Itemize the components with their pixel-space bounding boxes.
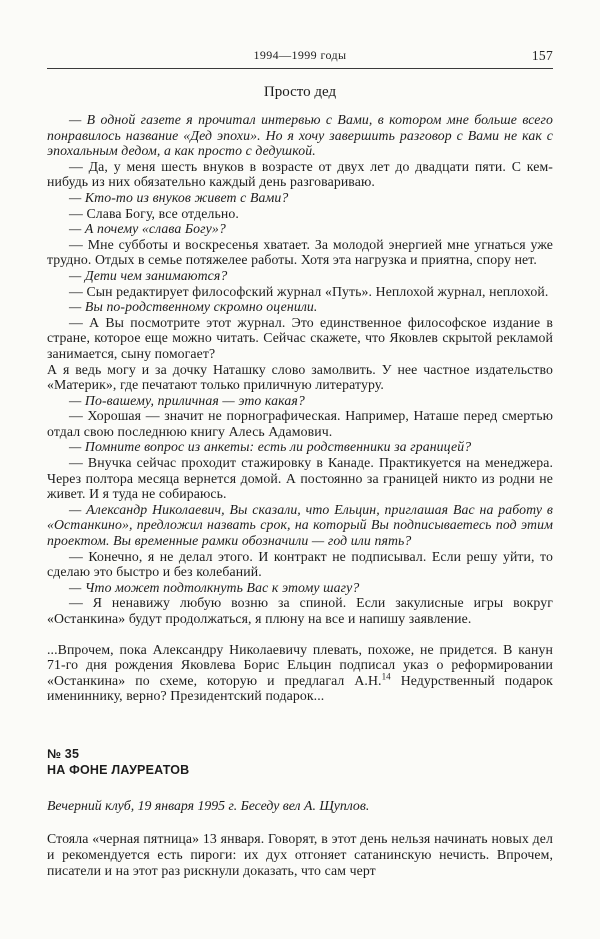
paragraph: — По-вашему, приличная — это какая?: [69, 392, 305, 408]
article-heading: [47, 746, 553, 779]
paragraph: — Помните вопрос из анкеты: есть ли родственники за границей?: [69, 439, 472, 455]
paragraph: — Слава Богу, все отдельно.: [69, 205, 239, 221]
article-number: № 35: [47, 746, 80, 761]
section-title: Просто дед: [263, 84, 337, 100]
text-run: ...Впрочем, пока Александру Николаевичу плевать, похоже, не придется. В канун 71-го дня рождения Яковлева Борис Ельцин подписал указ о реформировании «Останкина» по схеме, которую и предлагал А.Н.: [47, 641, 553, 688]
paragraph: — Мне субботы и воскресенья хватает. За молодой энергией мне угнаться уже трудно. Отдых в семье потяжелее работы. Хотя эта нагрузка и приятна, спору нет.: [47, 236, 553, 268]
paragraph: — Вы по-родственному скромно оценили.: [69, 299, 318, 315]
paragraph: — Конечно, я не делал этого. И контракт не подписывал. Если решу уйти, то сделаю это быстро и без колебаний.: [47, 548, 553, 580]
article-paragraph: Стояла «черная пятница» 13 января. Говорят, в этот день нельзя начинать новых дел и рекомендуется есть пироги: их дух отгоняет сатанинскую нечисть. Впрочем, писатели и на этот раз рискнули доказать, что сам черт: [47, 830, 553, 878]
paragraph: — А Вы посмотрите этот журнал. Это единственное философское издание в стране, которое еще можно читать. Сейчас скажете, что Яковлев скрытой рекламой занимается, сыну помогает?: [47, 314, 553, 361]
paragraph: — Что может подтолкнуть Вас к этому шагу?: [69, 579, 360, 595]
article-title: НА ФОНЕ ЛАУРЕАТОВ: [47, 763, 190, 778]
page-header: [47, 48, 553, 69]
footnote-marker: 14: [381, 671, 391, 682]
paragraph: — Сын редактирует философский журнал «Путь». Неплохой журнал, неплохой.: [69, 283, 549, 299]
paragraph: — Дети чем занимаются?: [69, 267, 228, 283]
paragraph: — Александр Николаевич, Вы сказали, что Ельцин, приглашая Вас на работу в «Останкино», предложил назвать срок, на который Вы подписываетесь под этим проектом. Вы временные рамки обозначили — год или пять?: [47, 501, 553, 549]
paragraph: — Кто-то из внуков живет с Вами?: [69, 189, 289, 205]
article-byline: Вечерний клуб, 19 января 1995 г. Беседу вел А. Щуплов.: [47, 797, 370, 813]
page-number: 157: [531, 48, 553, 63]
paragraph: — В одной газете я прочитал интервью с Вами, в котором мне больше всего понравилось название «Дед эпохи». Но я хочу завершить разговор с Вами не как с эпохальным дедом, а как просто с дедушкой.: [47, 112, 553, 159]
paragraph: — Да, у меня шесть внуков в возрасте от двух лет до двадцати пяти. С кем-нибудь из них обязательно каждый день разговариваю.: [47, 158, 553, 190]
paragraph: — Хорошая — значит не порнографическая. Например, Наташе перед смертью отдал свою последнюю книгу Алесь Адамович.: [47, 408, 553, 439]
paragraph: [47, 642, 553, 704]
paragraph: — Я ненавижу любую возню за спиной. Если закулисные игры вокруг «Останкина» будут продолжаться, я плюну на все и напишу заявление.: [47, 595, 553, 626]
paragraph: — Внучка сейчас проходит стажировку в Канаде. Практикуется на менеджера. Через полтора месяца вернется домой. А постоянно за границей никто из родни не живет. И я туда не собираюсь.: [47, 455, 553, 502]
text-run: Недурственный подарок имениннику, верно? Президентский подарок...: [47, 672, 553, 704]
paragraphs: [47, 112, 553, 704]
running-title: 1994—1999 годы: [253, 48, 347, 62]
paragraph: — А почему «слава Богу»?: [69, 221, 226, 237]
paragraph: А я ведь могу и за дочку Наташку слово замолвить. У нее частное издательство «Материк», где печатают только приличную литературу.: [47, 361, 553, 393]
